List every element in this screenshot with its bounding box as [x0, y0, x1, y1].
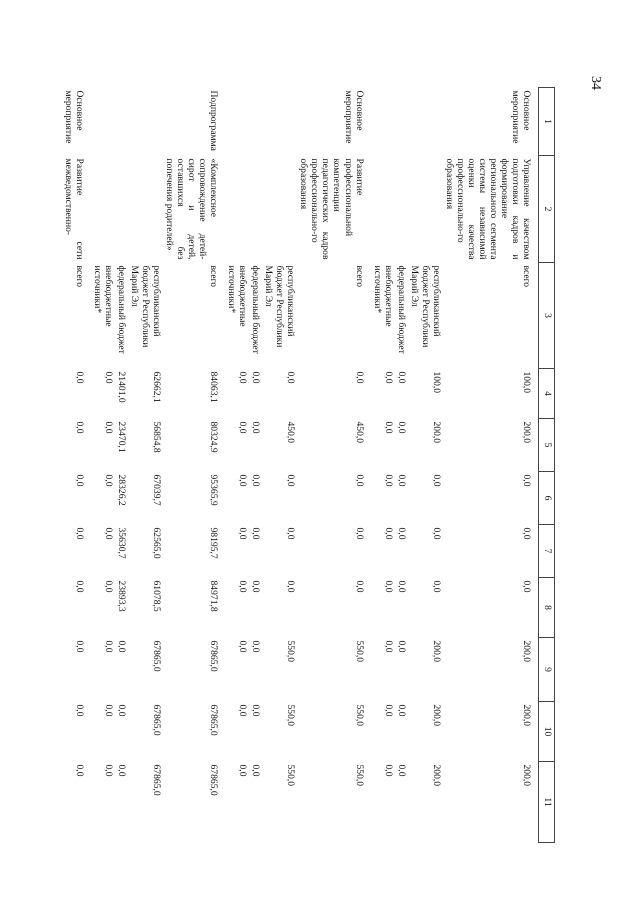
value-cell: 0,0	[395, 764, 407, 777]
row-title-cell: Развитие профессиональной компетенции педагогических кадров профессионально-го образования	[298, 158, 365, 260]
value-cell: 0,0	[115, 704, 127, 717]
value-cell: 0,0	[521, 474, 532, 487]
value-cell: 67865,0	[208, 640, 220, 672]
table-row	[371, 88, 395, 843]
table-row	[262, 88, 297, 843]
value-cell: 0,0	[521, 527, 532, 540]
row-title-cell	[91, 156, 115, 263]
row-title-cell	[395, 156, 408, 263]
value-cell: 23893,3	[115, 580, 127, 612]
value-cell: 35630,7	[115, 527, 127, 559]
value-cell: 0,0	[237, 580, 249, 593]
value-cell: 0,0	[73, 474, 85, 487]
value-cell: 0,0	[353, 371, 365, 384]
funding-source-cell: республиканский бюджет Республики Марий Эл	[408, 265, 442, 348]
value-cell: 0,0	[250, 527, 262, 540]
row-type-cell	[115, 88, 128, 156]
row-type-cell	[225, 88, 249, 156]
row-type-cell	[128, 88, 163, 156]
value-cell: 200,0	[430, 421, 442, 444]
value-cell: 84971,8	[208, 580, 220, 612]
value-cell: 0,0	[353, 580, 365, 593]
funding-source-cell: всего	[353, 265, 365, 288]
row-title-cell: Развитие сети межведомственно-	[62, 158, 85, 260]
value-cell: 0,0	[382, 371, 394, 384]
value-cell: 200,0	[521, 764, 532, 787]
value-cell: 67039,7	[151, 474, 163, 506]
value-cell: 200,0	[521, 704, 532, 727]
value-cell: 0,0	[430, 474, 442, 487]
header-cell: 1	[539, 88, 555, 156]
header-cell: 7	[539, 525, 555, 578]
header-cell: 2	[539, 156, 555, 263]
table-row	[163, 88, 225, 843]
table-row	[395, 88, 408, 843]
row-title-cell: Управление качеством подготовки кадров и формирование регионального сегмента системы независимой оценки качества профессионально-го образования	[443, 158, 532, 260]
row-type-cell	[249, 88, 262, 156]
value-cell: 0,0	[250, 580, 262, 593]
value-cell: 0,0	[395, 640, 407, 653]
header-row	[539, 88, 555, 843]
value-cell: 550,0	[285, 764, 297, 787]
value-cell: 0,0	[102, 474, 114, 487]
funding-source-cell: республиканский бюджет Республики Марий Эл	[263, 265, 297, 348]
table-row	[225, 88, 249, 843]
value-cell: 200,0	[430, 704, 442, 727]
table-row	[62, 88, 91, 843]
value-cell: 67865,0	[208, 764, 220, 796]
value-cell: 0,0	[73, 704, 85, 717]
budget-table	[62, 87, 555, 843]
value-cell: 0,0	[237, 527, 249, 540]
table-row	[115, 88, 128, 843]
header-cell: 10	[539, 702, 555, 762]
funding-source-cell: федеральный бюджет	[115, 265, 127, 354]
value-cell: 67865,0	[208, 704, 220, 736]
funding-source-cell: всего	[208, 265, 220, 288]
value-cell: 62662,1	[151, 371, 163, 403]
value-cell: 0,0	[382, 474, 394, 487]
value-cell: 0,0	[430, 527, 442, 540]
value-cell: 0,0	[382, 527, 394, 540]
value-cell: 0,0	[73, 527, 85, 540]
value-cell: 200,0	[430, 764, 442, 787]
value-cell: 0,0	[250, 474, 262, 487]
funding-source-cell: внебюджетные источники*	[226, 265, 249, 327]
value-cell: 0,0	[521, 580, 532, 593]
value-cell: 67865,0	[151, 704, 163, 736]
value-cell: 0,0	[102, 527, 114, 540]
value-cell: 61078,5	[151, 580, 163, 612]
value-cell: 0,0	[285, 527, 297, 540]
table-row	[128, 88, 163, 843]
row-title-cell	[225, 156, 249, 263]
value-cell: 0,0	[382, 580, 394, 593]
value-cell: 0,0	[115, 640, 127, 653]
table-row	[408, 88, 443, 843]
value-cell: 0,0	[102, 704, 114, 717]
value-cell: 550,0	[353, 764, 365, 787]
value-cell: 0,0	[395, 421, 407, 434]
value-cell: 0,0	[285, 580, 297, 593]
value-cell: 0,0	[285, 371, 297, 384]
value-cell: 0,0	[237, 704, 249, 717]
value-cell: 200,0	[521, 640, 532, 663]
value-cell: 67865,0	[151, 640, 163, 672]
value-cell: 56854,8	[151, 421, 163, 453]
value-cell: 550,0	[353, 640, 365, 663]
value-cell: 0,0	[237, 640, 249, 653]
funding-source-cell: федеральный бюджет	[395, 265, 407, 354]
header-cell: 4	[539, 369, 555, 419]
value-cell: 84063,1	[208, 371, 220, 403]
funding-source-cell: федеральный бюджет	[250, 265, 262, 354]
row-type-cell	[371, 88, 395, 156]
row-title-cell	[249, 156, 262, 263]
row-title-cell	[408, 156, 443, 263]
value-cell: 0,0	[73, 764, 85, 777]
value-cell: 0,0	[250, 764, 262, 777]
row-type-cell: Основное мероприятие	[342, 90, 365, 144]
value-cell: 67865,0	[151, 764, 163, 796]
value-cell: 80324,9	[208, 421, 220, 453]
value-cell: 200,0	[430, 640, 442, 663]
header-cell: 5	[539, 419, 555, 472]
row-type-cell	[408, 88, 443, 156]
value-cell: 0,0	[102, 640, 114, 653]
header-cell: 6	[539, 472, 555, 525]
value-cell: 0,0	[115, 764, 127, 777]
value-cell: 0,0	[250, 371, 262, 384]
funding-source-cell: республиканский бюджет Республики Марий Эл	[128, 265, 163, 348]
value-cell: 0,0	[73, 640, 85, 653]
value-cell: 0,0	[73, 580, 85, 593]
funding-source-cell: всего	[73, 265, 85, 288]
value-cell: 0,0	[237, 764, 249, 777]
header-cell: 11	[539, 762, 555, 843]
value-cell: 0,0	[395, 474, 407, 487]
value-cell: 0,0	[102, 580, 114, 593]
funding-source-cell: внебюджетные источники*	[91, 265, 114, 327]
row-type-cell	[262, 88, 297, 156]
value-cell: 28326,2	[115, 474, 127, 506]
row-title-cell: «Комплексное сопровождение детей-сирот и детей, оставшихся без попечения родителей»	[164, 158, 220, 260]
value-cell: 550,0	[353, 704, 365, 727]
value-cell: 0,0	[395, 580, 407, 593]
value-cell: 0,0	[237, 371, 249, 384]
value-cell: 100,0	[430, 371, 442, 394]
table-row	[249, 88, 262, 843]
value-cell: 550,0	[285, 640, 297, 663]
value-cell: 62565,0	[151, 527, 163, 559]
value-cell: 200,0	[521, 421, 532, 444]
value-cell: 95365,9	[208, 474, 220, 506]
value-cell: 0,0	[353, 527, 365, 540]
value-cell: 0,0	[382, 704, 394, 717]
value-cell: 98195,7	[208, 527, 220, 559]
value-cell: 0,0	[353, 474, 365, 487]
row-title-cell	[115, 156, 128, 263]
row-type-cell: Основное мероприятие	[62, 90, 85, 144]
page-number: 34	[588, 76, 603, 90]
table-row	[443, 88, 539, 843]
value-cell: 23470,1	[115, 421, 127, 453]
value-cell: 550,0	[285, 704, 297, 727]
row-title-cell	[128, 156, 163, 263]
value-cell: 0,0	[430, 580, 442, 593]
value-cell: 21401,0	[115, 371, 127, 403]
header-cell: 9	[539, 638, 555, 702]
value-cell: 100,0	[521, 371, 532, 394]
header-cell: 8	[539, 578, 555, 638]
value-cell: 450,0	[285, 421, 297, 444]
header-cell: 3	[539, 263, 555, 369]
value-cell: 0,0	[102, 421, 114, 434]
value-cell: 0,0	[102, 764, 114, 777]
value-cell: 0,0	[395, 704, 407, 717]
value-cell: 0,0	[237, 421, 249, 434]
value-cell: 0,0	[382, 421, 394, 434]
row-type-cell	[91, 88, 115, 156]
value-cell: 0,0	[73, 421, 85, 434]
value-cell: 0,0	[237, 474, 249, 487]
funding-source-cell: внебюджетные источники*	[371, 265, 394, 327]
row-title-cell	[371, 156, 395, 263]
value-cell: 0,0	[102, 371, 114, 384]
value-cell: 0,0	[382, 640, 394, 653]
row-title-cell	[262, 156, 297, 263]
value-cell: 0,0	[395, 371, 407, 384]
row-type-cell	[395, 88, 408, 156]
value-cell: 450,0	[353, 421, 365, 444]
table-row	[297, 88, 370, 843]
value-cell: 0,0	[285, 474, 297, 487]
table-row	[91, 88, 115, 843]
value-cell: 0,0	[250, 421, 262, 434]
value-cell: 0,0	[382, 764, 394, 777]
value-cell: 0,0	[73, 371, 85, 384]
funding-source-cell: всего	[521, 265, 532, 288]
row-type-cell: Основное мероприятие	[509, 90, 532, 144]
value-cell: 0,0	[395, 527, 407, 540]
value-cell: 0,0	[250, 640, 262, 653]
value-cell: 0,0	[250, 704, 262, 717]
row-type-cell: Подпрограмма	[208, 90, 220, 151]
